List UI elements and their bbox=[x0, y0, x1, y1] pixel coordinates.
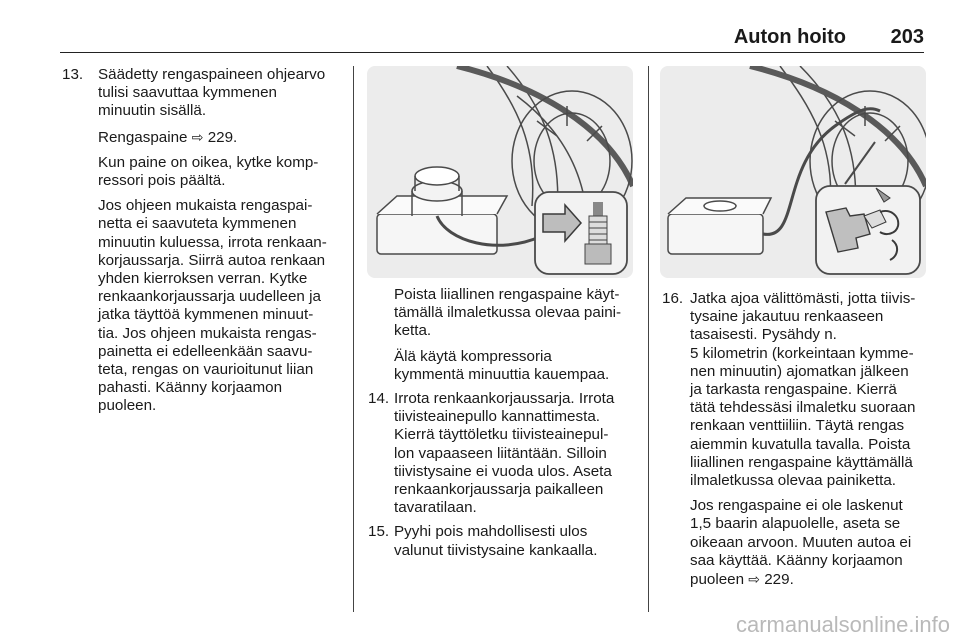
figure-1-caption bbox=[368, 286, 640, 341]
text-line bbox=[690, 570, 934, 589]
paragraph bbox=[690, 497, 934, 589]
compressor-hose-figure bbox=[367, 66, 633, 278]
text-line: Jos ohjeen mukaista rengaspai- bbox=[98, 197, 313, 215]
step-14 bbox=[368, 390, 640, 517]
text-line: renkaankorjaussarja paikalleen bbox=[394, 481, 604, 499]
page-reference-number: 229. bbox=[760, 571, 794, 589]
text-line: tulisi saavuttaa kymmenen bbox=[98, 84, 277, 102]
compressor-warning bbox=[368, 348, 640, 384]
text-line: netta ei saavuteta kymmenen bbox=[98, 215, 297, 233]
text-line: renkaankorjaussarja uudelleen ja bbox=[98, 288, 321, 306]
text-line: tätä tehdessäsi ilmaletku suoraan bbox=[690, 399, 916, 417]
text-line: oikeaan arvoon. Muuten autoa ei bbox=[690, 533, 912, 551]
text-line: Kierrä täyttöletku tiivisteainepul- bbox=[394, 426, 609, 444]
text-line: liiallinen rengaspaine käyttämällä bbox=[690, 453, 913, 471]
text-line: Irrota renkaankorjaussarja. Irrota bbox=[394, 390, 615, 408]
column-2 bbox=[368, 286, 640, 566]
text-line: tämällä ilmaletkussa olevaa paini- bbox=[394, 304, 622, 322]
text-fragment: Rengaspaine bbox=[98, 128, 192, 146]
step-number: 16. bbox=[662, 290, 684, 307]
text-line: ilmaletkussa olevaa painiketta. bbox=[690, 472, 896, 490]
text-line: painetta ei edelleenkään saavu- bbox=[98, 342, 313, 360]
text-fragment: puoleen bbox=[690, 571, 749, 589]
text-line: tasaisesti. Pysähdy n. bbox=[690, 326, 837, 344]
column-divider-right bbox=[648, 66, 649, 612]
text-line: nen minuutin) ajomatkan jälkeen bbox=[690, 362, 909, 380]
text-line: Säädetty rengaspaineen ohjearvo bbox=[98, 66, 326, 83]
section-title: Auton hoito bbox=[733, 26, 846, 48]
text-line: Kun paine on oikea, kytke komp- bbox=[98, 153, 319, 171]
page-number: 203 bbox=[890, 26, 924, 48]
text-line: aiemmin kuvatulla tavalla. Poista bbox=[690, 435, 911, 453]
compressor-illustration bbox=[367, 66, 633, 278]
paragraph bbox=[98, 197, 346, 415]
paragraph bbox=[98, 154, 346, 190]
text-line: 1,5 baarin alapuolelle, aseta se bbox=[690, 515, 901, 533]
text-line: Poista liiallinen rengaspaine käyt- bbox=[394, 286, 620, 303]
text-line: tavaratilaan. bbox=[394, 499, 477, 517]
page-reference-arrow-icon: ⇨ bbox=[191, 128, 204, 145]
text-line: saa käyttää. Käänny korjaamon bbox=[690, 551, 903, 569]
step-15 bbox=[368, 523, 640, 559]
pressure-reference bbox=[98, 128, 346, 147]
step-number: 15. bbox=[368, 523, 390, 541]
text-line: puoleen. bbox=[98, 397, 157, 415]
column-divider-left bbox=[353, 66, 354, 612]
step-number: 13. bbox=[62, 66, 84, 83]
text-line: tiivisteainepullo kannattimesta. bbox=[394, 408, 600, 426]
text-line: minuutin kuluessa, irrota renkaan- bbox=[98, 233, 327, 251]
page-reference-arrow-icon: ⇨ bbox=[748, 571, 761, 588]
step-16 bbox=[662, 290, 934, 589]
text-line: jatka täyttöä kymmenen minuut- bbox=[98, 306, 314, 324]
text-line: ressori pois päältä. bbox=[98, 172, 226, 190]
text-line: tia. Jos ohjeen mukaista rengas- bbox=[98, 324, 317, 342]
column-1 bbox=[62, 66, 346, 422]
text-line: tiivistysaine ei vuoda ulos. Aseta bbox=[394, 462, 612, 480]
text-line: Älä käytä kompressoria bbox=[394, 347, 552, 365]
text-line: korjaussarja. Siirrä autoa renkaan bbox=[98, 251, 326, 269]
text-line: valunut tiivistysaine kankaalla. bbox=[394, 541, 598, 559]
text-line: ja tarkasta rengaspaine. Kierrä bbox=[690, 381, 897, 399]
step-number: 14. bbox=[368, 390, 390, 408]
text-line: pahasti. Käänny korjaamon bbox=[98, 379, 283, 397]
tire-valve-figure bbox=[660, 66, 926, 278]
text-line: renkaan venttiiliin. Täytä rengas bbox=[690, 417, 905, 435]
tire-valve-illustration bbox=[660, 66, 926, 278]
text-line: ketta. bbox=[394, 322, 432, 340]
text-line: tysaine jakautuu renkaaseen bbox=[690, 308, 884, 326]
step-13 bbox=[62, 66, 346, 416]
column-3 bbox=[662, 290, 934, 595]
text-line: Jos rengaspaine ei ole laskenut bbox=[690, 497, 903, 515]
page-header bbox=[60, 24, 924, 53]
text-line: yhden kierroksen verran. Kytke bbox=[98, 270, 308, 288]
text-line: Jatka ajoa välittömästi, jotta tiivis- bbox=[690, 290, 916, 307]
text-line: minuutin sisällä. bbox=[98, 102, 207, 120]
page-reference-number: 229. bbox=[203, 128, 238, 146]
text-line: 5 kilometrin (korkeintaan kymme- bbox=[690, 344, 914, 362]
text-line: kymmentä minuuttia kauempaa. bbox=[394, 365, 610, 383]
text-line: lon vapaaseen liitäntään. Silloin bbox=[394, 444, 607, 462]
text-line: teta, rengas on vaurioitunut liian bbox=[98, 361, 314, 379]
text-line: Pyyhi pois mahdollisesti ulos bbox=[394, 523, 588, 541]
watermark: carmanualsonline.info bbox=[735, 612, 950, 637]
